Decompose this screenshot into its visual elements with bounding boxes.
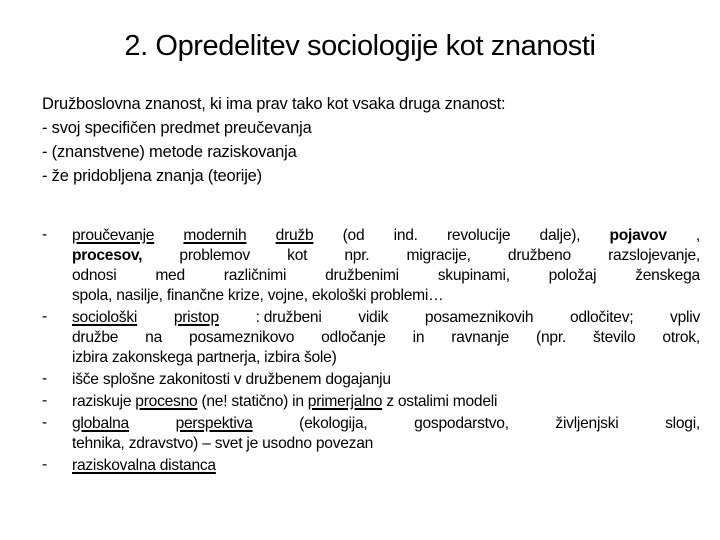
text-segment: ind. [393,227,418,244]
text-segment: otrok, [662,329,700,346]
text-segment: družbeno [507,247,571,264]
underlined-term: perspektiva [175,415,253,432]
underlined-term: proučevanje [72,227,155,244]
text-segment: spola, nasilje, finančne krize, vojne, ekološki problemi… [72,287,444,304]
text-segment: na [145,329,163,346]
intro-line: Družboslovna znanost, ki ima prav tako kot vsaka druga znanost: [42,95,506,113]
text-line [72,434,700,454]
text-segment: vpliv [670,309,700,326]
slide-title: 2. Opredelitev sociologije kot znanosti [124,30,596,62]
text-segment: življenjski [555,415,619,432]
underlined-term: pristop [173,309,219,326]
underlined-term: raziskovalna distanca [72,457,216,474]
text-segment: z ostalimi modeli [386,393,498,410]
text-segment: posameznikovih [424,309,534,326]
text-segment: razslojevanje, [608,247,700,264]
underlined-term: družb [275,227,314,244]
bullet-dash: - [42,414,47,431]
bold-term: pojavov [609,227,667,244]
text-line [72,414,700,434]
bullet-dash: - [42,392,47,409]
text-line [72,286,700,306]
intro-line: - že pridobljena znanja (teorije) [42,167,262,185]
list-item [42,226,700,306]
text-segment: : družbeni [255,309,322,326]
text-line [72,308,700,328]
text-segment: različnimi [223,267,287,284]
text-segment: tehnika, zdravstvo) – svet je usodno povezan [72,435,374,452]
text-segment: , [695,227,700,244]
underlined-term: procesno [135,393,198,410]
text-segment: migracije, [406,247,471,264]
text-segment: (npr. [536,329,566,346]
bullet-dash: - [42,226,47,243]
underlined-term: globalna [72,415,129,432]
text-segment: slogi, [665,415,700,432]
list-item [42,370,700,390]
list-item [42,308,700,368]
text-segment: izbira zakonskega partnerja, izbira šole) [72,349,337,366]
text-line [72,348,700,368]
bullet-list [42,226,700,478]
text-segment: odločitev; [569,309,634,326]
text-segment: dalje), [539,227,581,244]
text-segment: med [155,267,185,284]
intro-line: - svoj specifičen predmet preučevanja [42,119,312,137]
text-segment: (ekologija, [299,415,368,432]
text-line [72,392,700,412]
text-line [72,246,700,266]
list-item [42,392,700,412]
text-segment: položaj [548,267,597,284]
text-line [72,370,700,390]
text-segment: ženskega [635,267,700,284]
text-segment: (od [342,227,365,244]
intro-text [42,92,505,188]
text-segment: in [412,329,425,346]
text-segment: ravnanje [451,329,510,346]
text-segment: problemov [179,247,250,264]
text-segment: družbenimi [325,267,399,284]
list-item [42,456,700,476]
text-segment: odnosi [72,267,117,284]
text-segment: vidik [358,309,389,326]
text-segment: število [592,329,636,346]
list-item [42,414,700,454]
bold-term: procesov, [72,247,143,264]
text-segment: npr. [344,247,370,264]
bullet-dash: - [42,308,47,325]
text-segment: (ne! statično) in [201,393,304,410]
text-segment: skupinami, [437,267,510,284]
underlined-term: sociološki [72,309,138,326]
text-segment: kot [287,247,308,264]
text-segment: išče splošne zakonitosti v družbenem dogajanju [72,371,391,388]
text-line [72,328,700,348]
bullet-dash: - [42,456,47,473]
text-segment: revolucije [446,227,511,244]
text-segment: odločanje [321,329,386,346]
text-segment: družbe [72,329,119,346]
intro-line: - (znanstvene) metode raziskovanja [42,143,297,161]
text-line [72,226,700,246]
underlined-term: primerjalno [307,393,383,410]
text-segment: raziskuje [72,393,132,410]
underlined-term: modernih [183,227,247,244]
bullet-dash: - [42,370,47,387]
text-line [72,456,700,476]
text-line [72,266,700,286]
text-segment: posameznikovo [189,329,295,346]
text-segment: gospodarstvo, [414,415,509,432]
